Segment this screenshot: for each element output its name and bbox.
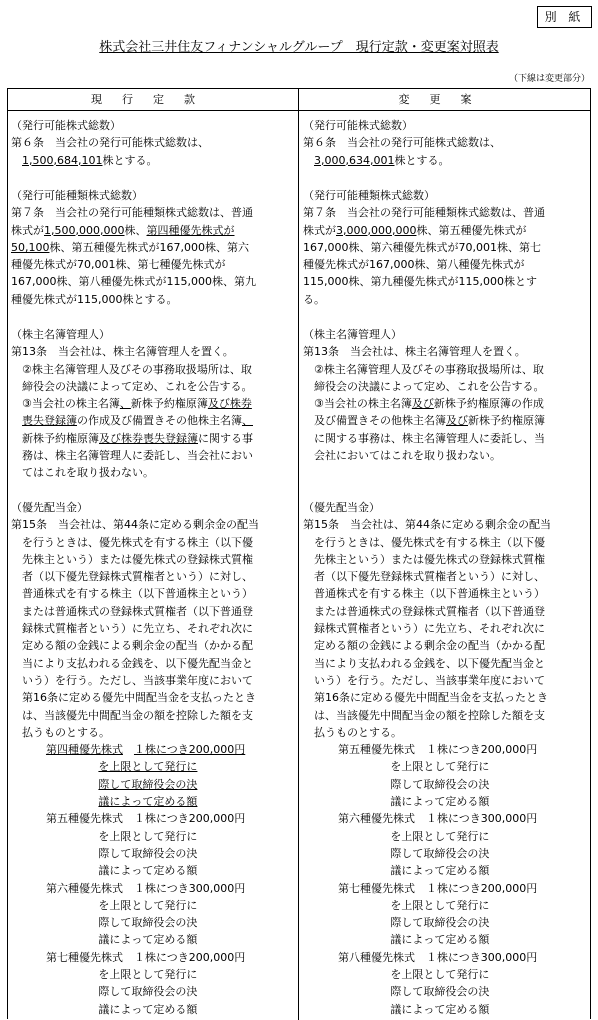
text-segment: 種優先株式が70,001株、第七種優先株式が bbox=[11, 258, 226, 272]
article-line bbox=[303, 412, 587, 429]
text-segment: 株とする。 bbox=[102, 153, 158, 167]
text-segment bbox=[11, 414, 22, 427]
article-line bbox=[11, 914, 293, 931]
text-segment: 第13条 当会社は、株主名簿管理人を置く。 bbox=[11, 345, 234, 359]
left-article-1 bbox=[11, 187, 293, 308]
text-segment: 際して取締役会の決 bbox=[303, 916, 490, 930]
article-line bbox=[303, 499, 587, 516]
column-divider bbox=[298, 89, 299, 1020]
text-segment bbox=[123, 743, 134, 756]
table-header-row bbox=[8, 89, 590, 111]
article-line bbox=[11, 637, 293, 654]
text-segment: 第五種優先株式 １株につき200,000円 bbox=[303, 743, 538, 757]
text-segment: 第七種優先株式 １株につき200,000円 bbox=[11, 950, 246, 964]
text-segment: 先株主という）または優先株式の登録株式質権 bbox=[11, 552, 253, 566]
changed-text: 第四種優先株式 bbox=[45, 743, 123, 757]
article-line bbox=[11, 291, 293, 308]
text-segment: 第六種優先株式 １株につき300,000円 bbox=[303, 812, 538, 826]
changed-text: 、 bbox=[119, 397, 131, 411]
text-segment: 株とする。 bbox=[394, 153, 450, 167]
changed-text: 3,000,634,001 bbox=[314, 153, 395, 167]
right-article-0 bbox=[303, 117, 587, 169]
text-segment: に関する事務は、株主名簿管理人に委託し、当 bbox=[303, 431, 545, 445]
article-line bbox=[303, 117, 587, 134]
text-segment: 払うものとする。 bbox=[11, 725, 110, 739]
text-segment: いう）を行う。ただし、当該事業年度において bbox=[303, 673, 545, 687]
text-segment: または普通株式の登録株式質権者（以下普通登 bbox=[11, 604, 253, 618]
text-segment: 株、第五種優先株式が bbox=[416, 223, 527, 237]
article-line bbox=[303, 551, 587, 568]
article-line bbox=[303, 776, 587, 793]
changed-text: 1,500,684,101 bbox=[22, 153, 103, 167]
article-line bbox=[11, 758, 293, 775]
changed-text: 及び株券喪失登録簿 bbox=[99, 431, 198, 445]
right-article-2 bbox=[303, 326, 587, 464]
text-segment: ②株主名簿管理人及びその事務取扱場所は、取 bbox=[303, 362, 544, 376]
text-segment: 議によって定める額 bbox=[11, 1002, 198, 1016]
article-line bbox=[11, 273, 293, 290]
changed-text: を上限として発行に bbox=[98, 760, 198, 774]
text-segment: 際して取締役会の決 bbox=[303, 985, 490, 999]
article-line bbox=[11, 568, 293, 585]
text-segment: （株主名簿管理人） bbox=[303, 328, 402, 341]
article-line bbox=[303, 1001, 587, 1018]
text-segment: 新株予約権原簿 bbox=[11, 431, 99, 445]
text-segment: 際して取締役会の決 bbox=[11, 846, 198, 860]
changed-text: 第四種優先株式が bbox=[146, 223, 235, 237]
article-line bbox=[303, 828, 587, 845]
article-line bbox=[303, 395, 587, 412]
article-line bbox=[11, 430, 293, 447]
text-segment: 締役会の決議によって定め、これを公告する。 bbox=[303, 379, 545, 393]
article-line bbox=[11, 239, 293, 256]
article-line bbox=[11, 447, 293, 464]
article-line bbox=[303, 620, 587, 637]
text-segment: または普通株式の登録株式質権者（以下普通登 bbox=[303, 604, 545, 618]
text-segment: 普通株式を有する株主（以下普通株主という） bbox=[11, 587, 253, 601]
changed-text: １株につき200,000円 bbox=[133, 743, 246, 757]
text-segment: を上限として発行に bbox=[303, 968, 490, 982]
underline-note: （下線は変更部分） bbox=[508, 74, 590, 84]
text-segment: 167,000株、第八種優先株式が115,000株、第九 bbox=[11, 275, 256, 289]
text-segment: に関する事 bbox=[198, 431, 253, 445]
comparison-table bbox=[7, 88, 591, 1019]
text-segment: 第15条 当会社は、第44条に定める剰余金の配当 bbox=[11, 518, 259, 532]
article-line bbox=[11, 862, 293, 879]
article-line bbox=[11, 256, 293, 273]
article-line bbox=[303, 152, 587, 169]
text-segment: を上限として発行に bbox=[303, 829, 490, 843]
text-segment: 議によって定める額 bbox=[11, 933, 198, 947]
text-segment: を上限として発行に bbox=[11, 829, 198, 843]
text-segment: を上限として発行に bbox=[303, 760, 490, 774]
text-segment: （発行可能種類株式総数） bbox=[11, 189, 143, 202]
text-segment bbox=[11, 795, 98, 808]
text-segment: 際して取締役会の決 bbox=[11, 985, 198, 999]
article-line bbox=[303, 689, 587, 706]
changed-text: 50,100 bbox=[11, 240, 50, 254]
changed-text: 喪失登録簿 bbox=[22, 414, 77, 428]
article-line bbox=[11, 897, 293, 914]
article-line bbox=[303, 343, 587, 360]
header-current: 現行定款 bbox=[91, 93, 215, 106]
text-segment: の作成及び備置きその他株主名簿 bbox=[77, 414, 242, 428]
article-line bbox=[303, 239, 587, 256]
article-line bbox=[303, 741, 587, 758]
article-line bbox=[11, 395, 293, 412]
article-line bbox=[303, 655, 587, 672]
text-segment: を行うときは、優先株式を有する株主（以下優 bbox=[11, 535, 253, 549]
article-line bbox=[11, 464, 293, 481]
left-article-0 bbox=[11, 117, 293, 169]
article-line bbox=[11, 655, 293, 672]
article-line bbox=[11, 1001, 293, 1018]
article-line bbox=[11, 343, 293, 360]
article-line bbox=[11, 603, 293, 620]
article-line bbox=[11, 378, 293, 395]
article-line bbox=[303, 256, 587, 273]
text-segment: 際して取締役会の決 bbox=[11, 916, 198, 930]
text-segment: 新株予約権原簿 bbox=[468, 414, 545, 428]
text-segment: 議によって定める額 bbox=[303, 795, 490, 809]
text-segment: いう）を行う。ただし、当該事業年度において bbox=[11, 673, 253, 687]
document-title: 株式会社三井住友フィナンシャルグループ 現行定款・変更案対照表 bbox=[99, 40, 499, 55]
text-segment: 議によって定める額 bbox=[303, 933, 490, 947]
article-line bbox=[11, 551, 293, 568]
article-line bbox=[303, 134, 587, 151]
text-segment: 種優先株式が115,000株とする。 bbox=[11, 292, 178, 306]
article-line bbox=[303, 603, 587, 620]
article-line bbox=[303, 291, 587, 308]
text-segment: ②株主名簿管理人及びその事務取扱場所は、取 bbox=[11, 362, 252, 376]
text-segment: 種優先株式が167,000株、第八種優先株式が bbox=[303, 258, 525, 272]
article-line bbox=[11, 499, 293, 516]
text-segment: （発行可能株式総数） bbox=[303, 119, 413, 132]
article-line bbox=[11, 966, 293, 983]
text-segment: 議によって定める額 bbox=[11, 864, 198, 878]
article-line bbox=[11, 931, 293, 948]
text-segment: 第15条 当会社は、第44条に定める剰余金の配当 bbox=[303, 518, 551, 532]
article-line bbox=[303, 983, 587, 1000]
text-segment: 及び備置きその他株主名簿 bbox=[303, 414, 446, 428]
text-segment bbox=[303, 154, 314, 167]
right-article-3 bbox=[303, 499, 587, 1018]
right-article-1 bbox=[303, 187, 587, 308]
article-line bbox=[303, 931, 587, 948]
text-segment: 第７条 当会社の発行可能種類株式総数は、普通 bbox=[11, 206, 253, 220]
text-segment: 株式が bbox=[11, 223, 44, 237]
article-line bbox=[303, 845, 587, 862]
article-line bbox=[11, 412, 293, 429]
text-segment: を上限として発行に bbox=[303, 898, 490, 912]
article-line bbox=[303, 534, 587, 551]
text-segment: 会社においてはこれを取り扱わない。 bbox=[303, 449, 501, 463]
text-segment: は、当該優先中間配当金の額を控除した額を支 bbox=[303, 708, 545, 722]
changed-text: 1,500,000,000 bbox=[44, 223, 125, 237]
text-segment: 第16条に定める優先中間配当金を支払ったとき bbox=[303, 691, 548, 705]
text-segment bbox=[11, 743, 46, 756]
text-segment: を上限として発行に bbox=[11, 898, 198, 912]
article-line bbox=[303, 204, 587, 221]
text-segment: は、当該優先中間配当金の額を控除した額を支 bbox=[11, 708, 253, 722]
article-line bbox=[11, 204, 293, 221]
article-line bbox=[303, 880, 587, 897]
text-segment bbox=[11, 778, 98, 791]
article-line bbox=[11, 585, 293, 602]
article-line bbox=[303, 273, 587, 290]
text-segment: を行うときは、優先株式を有する株主（以下優 bbox=[303, 535, 545, 549]
text-segment: 第13条 当会社は、株主名簿管理人を置く。 bbox=[303, 345, 526, 359]
text-segment: 先株主という）または優先株式の登録株式質権 bbox=[303, 552, 545, 566]
text-segment: 第八種優先株式 １株につき300,000円 bbox=[303, 950, 538, 964]
text-segment: （優先配当金） bbox=[11, 501, 88, 514]
attachment-tag: 別 紙 bbox=[537, 6, 592, 28]
article-line bbox=[303, 966, 587, 983]
article-line bbox=[11, 845, 293, 862]
article-line bbox=[11, 361, 293, 378]
text-segment: 務は、株主名簿管理人に委託し、当会社におい bbox=[11, 449, 253, 463]
article-line bbox=[11, 741, 293, 758]
text-segment: 第七種優先株式 １株につき200,000円 bbox=[303, 881, 538, 895]
text-segment: 新株予約権原簿 bbox=[130, 397, 208, 411]
article-line bbox=[11, 828, 293, 845]
article-line bbox=[303, 516, 587, 533]
text-segment: （株主名簿管理人） bbox=[11, 328, 110, 341]
text-segment: 当により支払われる金銭を、以下優先配当金と bbox=[303, 656, 545, 670]
article-line bbox=[303, 447, 587, 464]
article-line bbox=[303, 378, 587, 395]
article-line bbox=[11, 620, 293, 637]
text-segment: 者（以下優先登録株式質権者という）に対し、 bbox=[303, 570, 545, 584]
left-article-3 bbox=[11, 499, 293, 1018]
article-line bbox=[11, 793, 293, 810]
article-line bbox=[11, 983, 293, 1000]
text-segment: 当により支払われる金銭を、以下優先配当金と bbox=[11, 656, 253, 670]
text-segment: 第16条に定める優先中間配当金を支払ったとき bbox=[11, 691, 256, 705]
article-line bbox=[11, 187, 293, 204]
text-segment: 第五種優先株式 １株につき200,000円 bbox=[11, 812, 246, 826]
text-segment: を上限として発行に bbox=[11, 968, 198, 982]
text-segment: 株、第五種優先株式が167,000株、第六 bbox=[49, 240, 249, 254]
changed-text: 及び bbox=[446, 414, 468, 428]
article-line bbox=[303, 724, 587, 741]
article-line bbox=[11, 117, 293, 134]
text-segment: てはこれを取り扱わない。 bbox=[11, 466, 154, 480]
article-line bbox=[303, 897, 587, 914]
text-segment: 株式が bbox=[303, 223, 336, 237]
article-line bbox=[11, 326, 293, 343]
text-segment: 払うものとする。 bbox=[303, 725, 402, 739]
changed-text: 、 bbox=[242, 414, 253, 428]
header-proposed: 変更案 bbox=[298, 89, 591, 110]
article-line bbox=[303, 949, 587, 966]
text-segment: 議によって定める額 bbox=[303, 1002, 490, 1016]
text-segment: 録株式質権者という）に先立ち、それぞれ次に bbox=[303, 622, 545, 636]
changed-text: 3,000,000,000 bbox=[336, 223, 417, 237]
article-line bbox=[303, 585, 587, 602]
left-article-2 bbox=[11, 326, 293, 482]
text-segment bbox=[11, 154, 22, 167]
article-line bbox=[11, 724, 293, 741]
article-line bbox=[11, 672, 293, 689]
text-segment: 録株式質権者という）に先立ち、それぞれ次に bbox=[11, 622, 253, 636]
text-segment: 新株予約権原簿の作成 bbox=[433, 397, 544, 411]
article-line bbox=[11, 810, 293, 827]
changed-text: 議によって定める額 bbox=[98, 795, 198, 809]
text-segment: 第６条 当会社の発行可能株式総数は、 bbox=[303, 136, 501, 150]
article-line bbox=[11, 134, 293, 151]
text-segment: 115,000株、第九種優先株式が115,000株とす bbox=[303, 275, 537, 289]
text-segment: （優先配当金） bbox=[303, 501, 380, 514]
text-segment: 者（以下優先登録株式質権者という）に対し、 bbox=[11, 570, 253, 584]
article-line bbox=[303, 758, 587, 775]
text-segment: （発行可能株式総数） bbox=[11, 119, 121, 132]
text-segment: ③当会社の株主名簿 bbox=[303, 397, 412, 411]
text-segment: 第六種優先株式 １株につき300,000円 bbox=[11, 881, 246, 895]
text-segment: 際して取締役会の決 bbox=[303, 846, 490, 860]
article-line bbox=[11, 689, 293, 706]
article-line bbox=[303, 914, 587, 931]
text-segment: 第７条 当会社の発行可能種類株式総数は、普通 bbox=[303, 206, 545, 220]
article-line bbox=[303, 672, 587, 689]
article-line bbox=[303, 568, 587, 585]
article-line bbox=[303, 810, 587, 827]
text-segment: 際して取締役会の決 bbox=[303, 777, 490, 791]
article-line bbox=[11, 776, 293, 793]
text-segment: 第６条 当会社の発行可能株式総数は、 bbox=[11, 136, 209, 150]
article-line bbox=[303, 326, 587, 343]
changed-text: 及び bbox=[411, 397, 434, 411]
article-line bbox=[303, 187, 587, 204]
text-segment: 167,000株、第六種優先株式が70,001株、第七 bbox=[303, 240, 541, 254]
article-line bbox=[303, 361, 587, 378]
text-segment: 議によって定める額 bbox=[303, 864, 490, 878]
changed-text: 及び株券 bbox=[207, 397, 252, 411]
text-segment: （発行可能種類株式総数） bbox=[303, 189, 435, 202]
article-line bbox=[303, 793, 587, 810]
article-line bbox=[303, 707, 587, 724]
changed-text: 際して取締役会の決 bbox=[98, 777, 198, 791]
text-segment bbox=[11, 760, 98, 773]
article-line bbox=[11, 534, 293, 551]
text-segment: 締役会の決議によって定め、これを公告する。 bbox=[11, 379, 253, 393]
text-segment: 定める額の金銭による剰余金の配当（かかる配 bbox=[303, 639, 545, 653]
article-line bbox=[303, 222, 587, 239]
article-line bbox=[11, 222, 293, 239]
article-line bbox=[11, 516, 293, 533]
text-segment: 定める額の金銭による剰余金の配当（かかる配 bbox=[11, 639, 253, 653]
article-line bbox=[11, 880, 293, 897]
text-segment: 普通株式を有する株主（以下普通株主という） bbox=[303, 587, 545, 601]
article-line bbox=[303, 430, 587, 447]
article-line bbox=[11, 707, 293, 724]
article-line bbox=[11, 949, 293, 966]
text-segment: る。 bbox=[303, 292, 325, 306]
article-line bbox=[11, 152, 293, 169]
text-segment: ③当会社の株主名簿 bbox=[11, 397, 120, 411]
article-line bbox=[303, 637, 587, 654]
text-segment: 株、 bbox=[124, 223, 147, 237]
article-line bbox=[303, 862, 587, 879]
